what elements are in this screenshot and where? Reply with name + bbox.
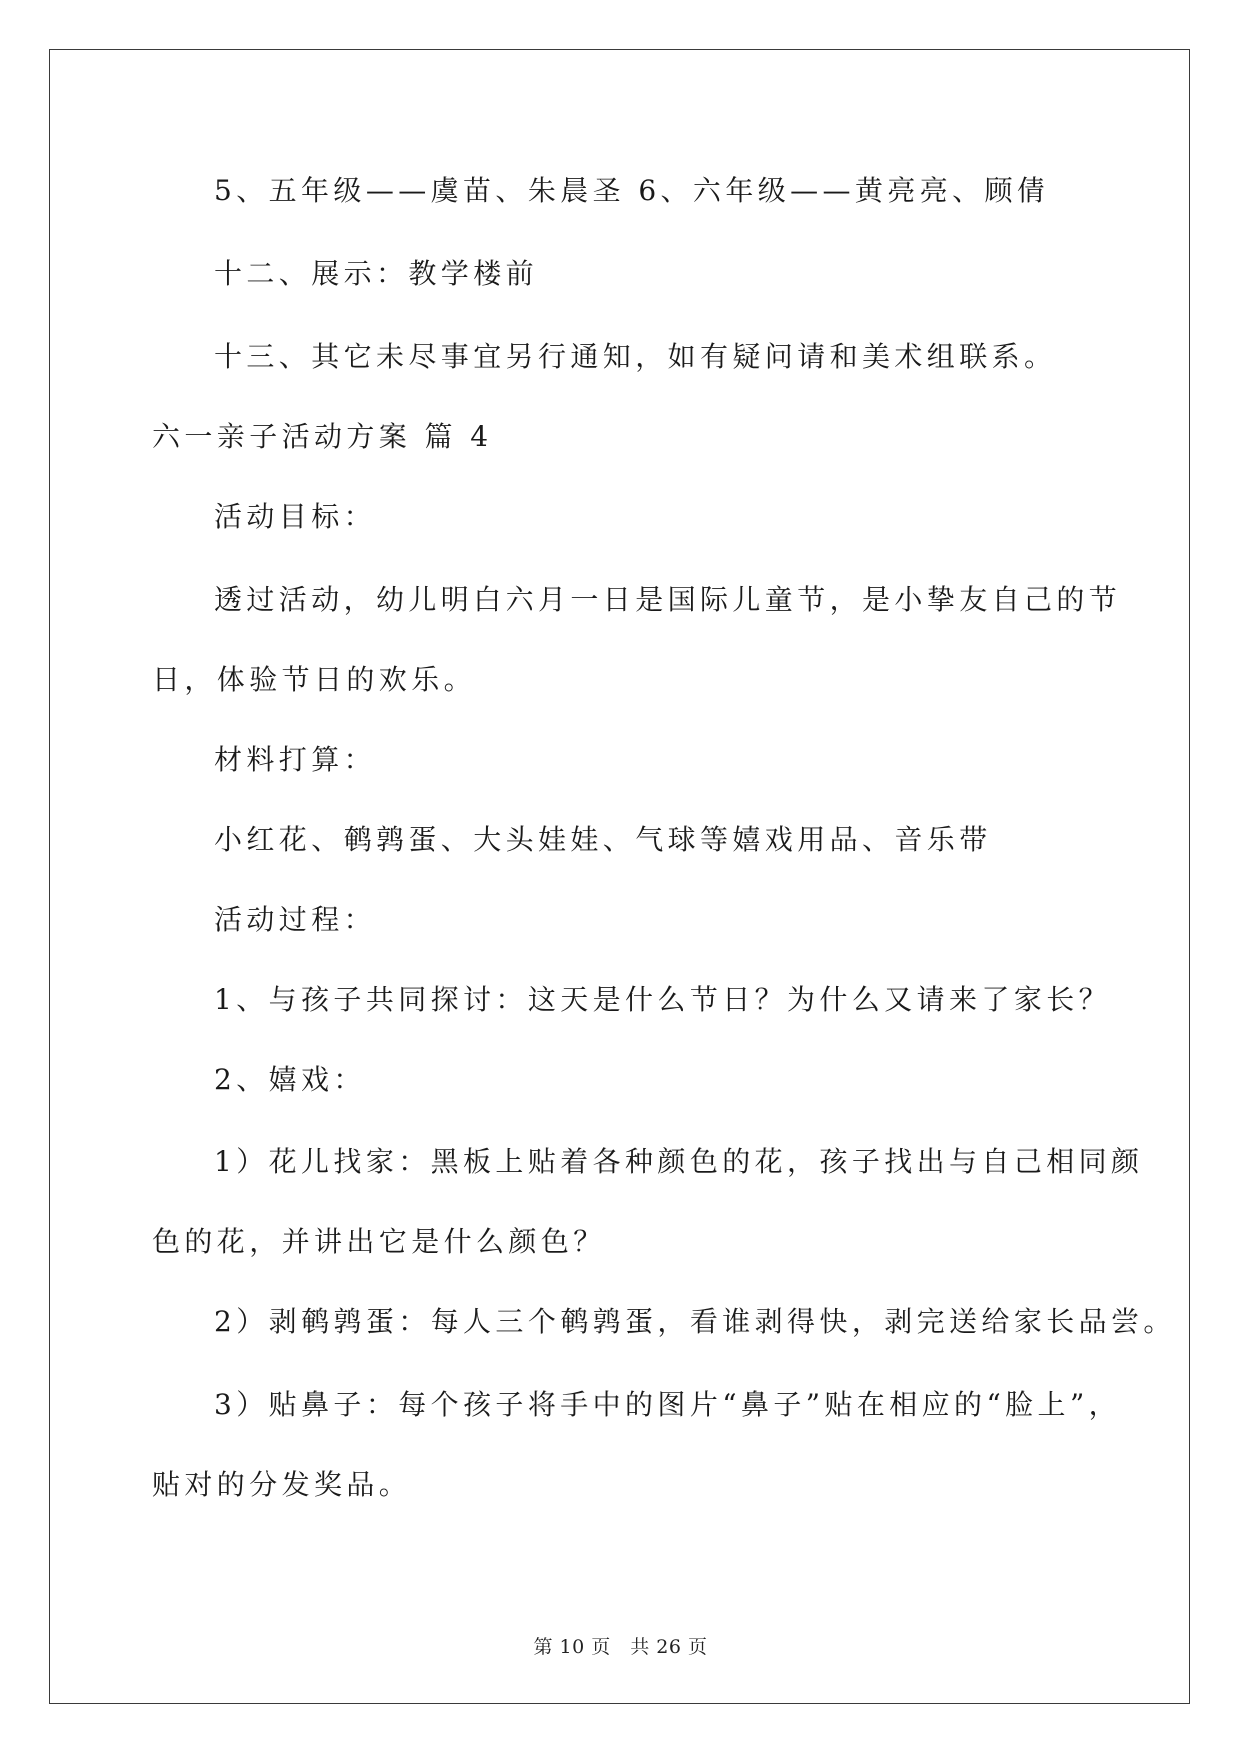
paragraph-line: 2）剥鹌鹑蛋：每人三个鹌鹑蛋，看谁剥得快，剥完送给家长品尝。 <box>214 1305 1176 1338</box>
paragraph-line: 色的花，并讲出它是什么颜色？ <box>152 1225 606 1258</box>
paragraph-line: 1、与孩子共同探讨：这天是什么节日？为什么又请来了家长？ <box>214 983 1112 1016</box>
paragraph-line: 3）贴鼻子：每个孩子将手中的图片“鼻子”贴在相应的“脸上”， <box>214 1388 1122 1421</box>
page-number-footer: 第 10 页 共 26 页 <box>533 1636 708 1658</box>
paragraph-line: 活动过程： <box>214 903 377 936</box>
paragraph-line: 贴对的分发奖品。 <box>152 1468 412 1501</box>
paragraph-line: 材料打算： <box>214 743 377 776</box>
section-heading: 六一亲子活动方案 篇 4 <box>152 420 493 453</box>
paragraph-line: 2、嬉戏： <box>214 1063 366 1096</box>
paragraph-line: 小红花、鹌鹑蛋、大头娃娃、气球等嬉戏用品、音乐带 <box>214 823 992 856</box>
paragraph-line: 日，体验节日的欢乐。 <box>152 663 477 696</box>
paragraph-line: 透过活动，幼儿明白六月一日是国际儿童节，是小挚友自己的节 <box>214 583 1122 616</box>
paragraph-line: 5、五年级——虞苗、朱晨圣 6、六年级——黄亮亮、顾倩 <box>214 174 1050 207</box>
paragraph-line: 1）花儿找家：黑板上贴着各种颜色的花，孩子找出与自己相同颜 <box>214 1145 1144 1178</box>
paragraph-line: 十二、展示：教学楼前 <box>214 257 539 290</box>
page-border <box>49 49 1190 1704</box>
paragraph-line: 活动目标： <box>214 500 377 533</box>
paragraph-line: 十三、其它未尽事宜另行通知，如有疑问请和美术组联系。 <box>214 340 1057 373</box>
